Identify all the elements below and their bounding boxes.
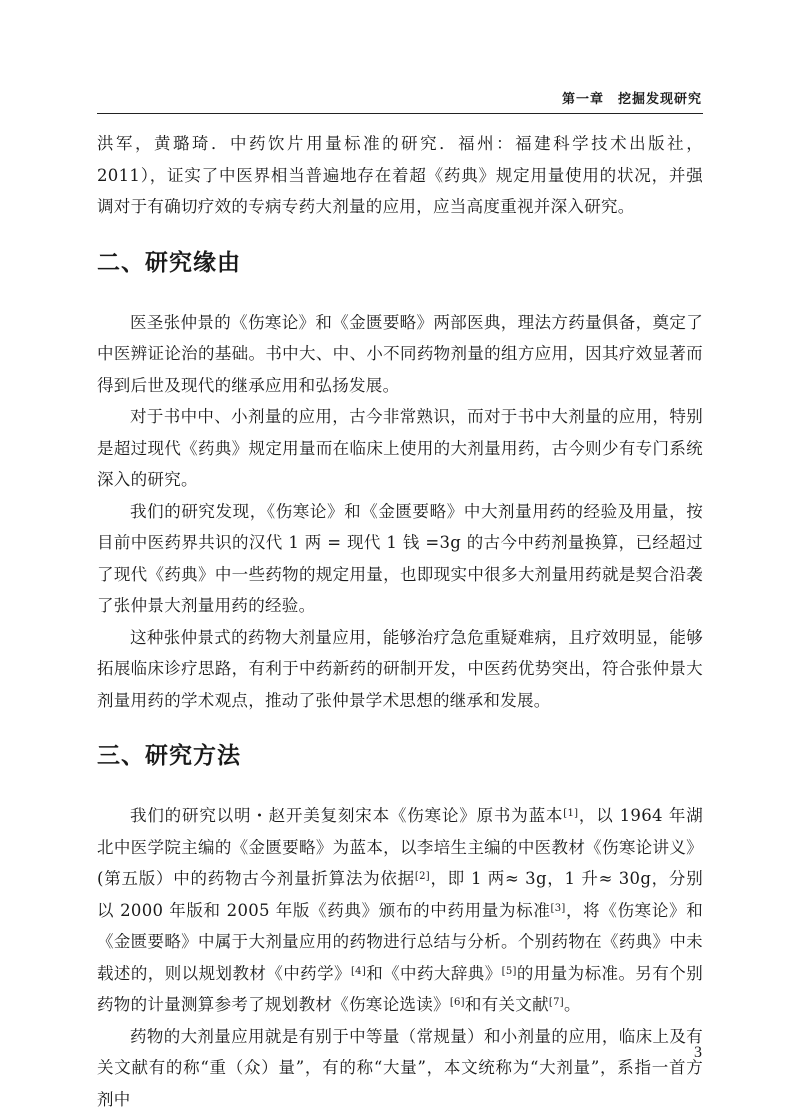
text-segment: ，将《伤寒论》和《金匮要略》中属于大剂量应用的药物进行总结与分析。个别药物在《药典》中未载述的，则以规划教材《中药学》 bbox=[97, 900, 703, 983]
paragraph: 这种张仲景式的药物大剂量应用，能够治疗急危重疑难病，且疗效明显，能够拓展临床诊疗思路，有利于中药新药的研制开发，中医药优势突出，符合张仲景大剂量用药的学术观点，推动了张仲景学术思想的继承和发展。 bbox=[97, 627, 703, 710]
citation-ref: [7] bbox=[548, 997, 564, 1008]
page-number: 3 bbox=[694, 1044, 702, 1061]
citation-ref: [6] bbox=[449, 997, 465, 1008]
citation-ref: [1] bbox=[563, 808, 579, 819]
text-segment: 。 bbox=[563, 995, 581, 1014]
body-text bbox=[97, 128, 703, 1115]
citation-ref: [2] bbox=[414, 871, 430, 882]
citation-ref: [4] bbox=[350, 965, 367, 977]
text-segment: ，即 1 两≈ 3g，1 升≈ 30g，分别以 2000 年版和 2005 年版《药典》颁布的中药用量为标准 bbox=[97, 869, 703, 920]
paragraph-with-citations bbox=[97, 800, 703, 1021]
section-heading-origin: 二、研究缘由 bbox=[97, 249, 241, 276]
section-heading-method: 三、研究方法 bbox=[97, 743, 241, 769]
header-rule bbox=[97, 113, 703, 114]
paragraph-continuation: 洪军，黄璐琦．中药饮片用量标准的研究．福州：福建科学技术出版社，2011），证实了中医界相当普遍地存在着超《药典》规定用量使用的状况，并强调对于有确切疗效的专病专药大剂量的应用，应当高度重视并深入研究。 bbox=[97, 134, 703, 216]
running-head: 第一章 挖掘发现研究 bbox=[561, 92, 702, 107]
text-segment: 和有关文献 bbox=[464, 995, 549, 1014]
text-segment: 的用量为标准。另有个别药物的计量测算参考了规划教材《伤寒论选读》 bbox=[97, 963, 703, 1014]
text-segment: ，以 1964 年湖北中医学院主编的《金匮要略》为蓝本，以李培生主编的中医教材《伤寒论讲义》(第五版）中的药物古今剂量折算法为依据 bbox=[97, 806, 704, 888]
paragraph: 对于书中中、小剂量的应用，古今非常熟识，而对于书中大剂量的应用，特别是超过现代《药典》规定用量而在临床上使用的大剂量用药，古今则少有专门系统深入的研究。 bbox=[97, 407, 703, 489]
citation-ref: [3] bbox=[550, 902, 566, 914]
text-segment: 和《中药大辞典》 bbox=[366, 963, 502, 983]
citation-ref: [5] bbox=[501, 965, 517, 977]
text-segment: 我们的研究以明・赵开美复刻宋本《伤寒论》原书为蓝本 bbox=[130, 806, 564, 825]
paragraph: 医圣张仲景的《伤寒论》和《金匮要略》两部医典，理法方药量俱备，奠定了中医辨证论治的基础。书中大、中、小不同药物剂量的组方应用，因其疗效显著而得到后世及现代的继承应用和弘扬发展。 bbox=[97, 312, 703, 395]
paragraph: 我们的研究发现，《伤寒论》和《金匮要略》中大剂量用药的经验及用量，按目前中医药界共识的汉代 1 两 = 现代 1 钱 =3g 的古今中药剂量换算，已经超过了现代《药典》中一些药物的规定用量，也即现实中很多大剂量用药就是契合沿袭了张仲景大剂量用药的经验。 bbox=[97, 501, 703, 615]
paragraph: 药物的大剂量应用就是有别于中等量（常规量）和小剂量的应用，临床上及有关文献有的称“重（众）量”，有的称“大量”，本文统称为“大剂量”，系指一首方剂中 bbox=[97, 1026, 703, 1109]
